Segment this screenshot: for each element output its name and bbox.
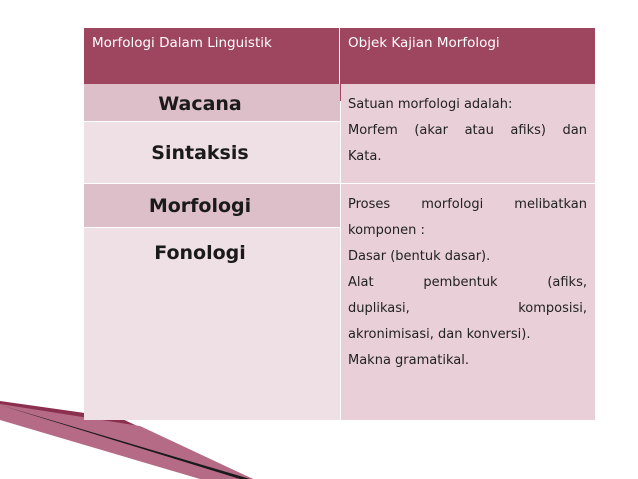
desc1-line: Morfem (akar atau afiks) dan: [348, 123, 587, 138]
level-fonologi: Fonologi: [84, 228, 340, 420]
row-divider: [84, 121, 340, 122]
row-divider: [84, 183, 595, 184]
level-wacana: Wacana: [84, 84, 340, 123]
desc2-line: akronimisasi, dan konversi).: [348, 327, 531, 342]
desc1-line: Satuan morfologi adalah:: [348, 97, 513, 112]
desc2-line: Makna gramatikal.: [348, 353, 469, 368]
description-block-1: [341, 84, 595, 183]
column-divider: [340, 101, 341, 420]
description-block-2: [341, 184, 595, 420]
desc2-line: duplikasi, komposisi,: [348, 301, 587, 316]
level-sintaksis: Sintaksis: [84, 122, 340, 183]
header-left: Morfologi Dalam Linguistik: [84, 28, 340, 101]
header-right: Objek Kajian Morfologi: [340, 28, 595, 101]
row-divider: [84, 227, 340, 228]
desc2-line: Alat pembentuk (afiks,: [348, 275, 587, 290]
desc2-line: komponen :: [348, 223, 425, 238]
desc2-line: Proses morfologi melibatkan: [348, 197, 587, 212]
level-morfologi: Morfologi: [84, 184, 340, 228]
desc2-line: Dasar (bentuk dasar).: [348, 249, 491, 264]
desc1-line: Kata.: [348, 149, 382, 164]
